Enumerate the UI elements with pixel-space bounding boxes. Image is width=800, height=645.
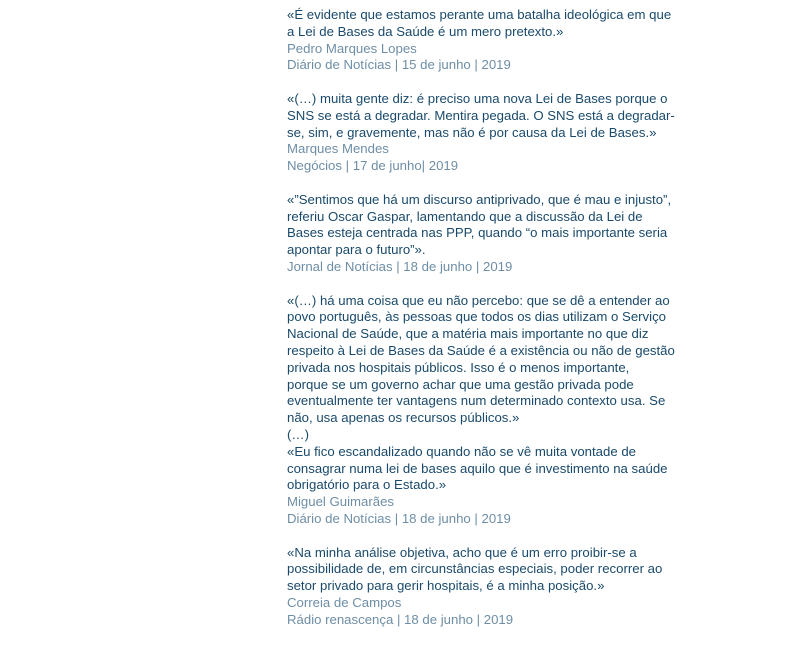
quote-text-line: SNS se está a degradar. Mentira pegada. O SNS está a degradar- bbox=[287, 107, 675, 123]
quote-text-line: consagrar numa lei de bases aquilo que é investimento na saúde bbox=[287, 460, 668, 476]
quote-text-line: porque se um governo achar que uma gestão privada pode bbox=[287, 376, 634, 392]
quote-entry bbox=[287, 7, 682, 74]
quote-source: Jornal de Notícias | 18 de junho | 2019 bbox=[287, 258, 513, 274]
quote-author: Correia de Campos bbox=[287, 594, 402, 610]
quote-source: Negócios | 17 de junho| 2019 bbox=[287, 158, 459, 174]
quote-author: Miguel Guimarães bbox=[287, 494, 395, 510]
quote-author: Marques Mendes bbox=[287, 141, 389, 157]
quote-text-line: «(…) muita gente diz: é preciso uma nova Lei de Bases porque o bbox=[287, 90, 668, 106]
quote-text-line: respeito à Lei de Bases da Saúde é a existência ou não de gestão bbox=[287, 342, 675, 358]
quote-text-line: não, usa apenas os recursos públicos.» bbox=[287, 410, 520, 426]
quote-author: Pedro Marques Lopes bbox=[287, 40, 417, 56]
quote-text-line: possibilidade de, em circunstâncias especiais, poder recorrer ao bbox=[287, 561, 663, 577]
quote-text-line: setor privado para gerir hospitais, é a minha posição.» bbox=[287, 578, 605, 594]
quote-entry bbox=[287, 192, 682, 276]
quote-entry bbox=[287, 293, 682, 528]
quote-text-line: (…) bbox=[287, 426, 309, 442]
quote-source: Diário de Notícias | 18 de junho | 2019 bbox=[287, 510, 511, 526]
quote-text-line: referiu Oscar Gaspar, lamentando que a discussão da Lei de bbox=[287, 208, 643, 224]
quote-entry bbox=[287, 91, 682, 175]
quote-text-line: «É evidente que estamos perante uma batalha ideológica em que bbox=[287, 7, 672, 22]
quote-text-line: a Lei de Bases da Saúde é um mero pretexto.» bbox=[287, 23, 564, 39]
quote-text-line: se, sim, e gravemente, mas não é por causa da Lei de Bases.» bbox=[287, 124, 657, 140]
quote-text-line: apontar para o futuro”». bbox=[287, 242, 426, 258]
quote-text-line: «(…) há uma coisa que eu não percebo: que se dê a entender ao bbox=[287, 292, 670, 308]
quote-text-line: Nacional de Saúde, que a matéria mais importante no que diz bbox=[287, 326, 649, 342]
quote-text-line: «”Sentimos que há um discurso antiprivado, que é mau e injusto”, bbox=[287, 191, 672, 207]
quotes-column bbox=[287, 7, 682, 645]
quote-text-line: obrigatório para o Estado.» bbox=[287, 477, 447, 493]
quote-text-line: eventualmente ter vantagens num determinado contexto usa. Se bbox=[287, 393, 666, 409]
quote-text-line: privada nos hospitais públicos. Isso é o menos importante, bbox=[287, 359, 630, 375]
quote-source: Rádio renascença | 18 de junho | 2019 bbox=[287, 611, 514, 627]
quote-text-line: «Na minha análise objetiva, acho que é um erro proibir-se a bbox=[287, 544, 637, 560]
quote-text-line: «Eu fico escandalizado quando não se vê muita vontade de bbox=[287, 443, 636, 459]
quote-entry bbox=[287, 545, 682, 629]
quote-text-line: Bases esteja centrada nas PPP, quando “o mais importante seria bbox=[287, 225, 668, 241]
quote-source: Diário de Notícias | 15 de junho | 2019 bbox=[287, 57, 511, 73]
quote-text-line: povo português, às pessoas que todos os dias utilizam o Serviço bbox=[287, 309, 666, 325]
